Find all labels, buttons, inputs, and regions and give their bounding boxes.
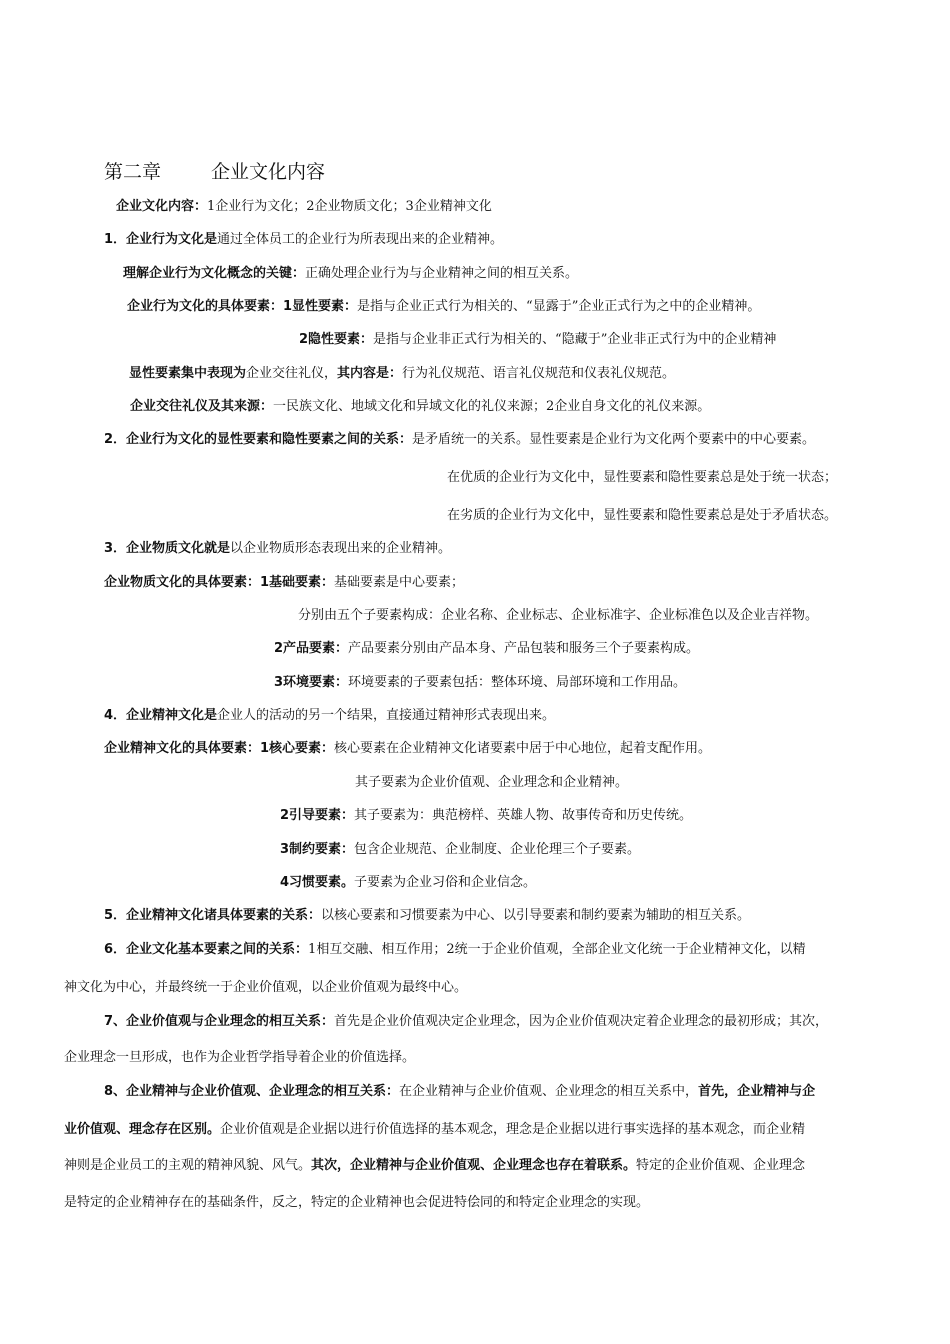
section-2-text: 是矛盾统一的关系。显性要素是企业行为文化两个要素中的中心要素。: [412, 432, 816, 447]
section-1-label: 1．企业行为文化是: [104, 232, 218, 247]
product-text: 产品要素分别由产品本身、产品包装和服务三个子要素构成。: [348, 641, 700, 656]
rule-text: 包含企业规范、企业制度、企业伦理三个子要素。: [354, 842, 641, 857]
base-label: 企业物质文化的具体要素：1基础要素：: [104, 575, 335, 590]
content-text: 行为礼仪规范、语言礼仪规范和仪表礼仪规范。: [402, 366, 676, 381]
section-8-emphasis-3: 其次，企业精神与企业价值观、企业理念也存在着联系。: [311, 1158, 637, 1173]
hidden-label: 2隐性要素：: [299, 332, 374, 347]
section-3-base: [104, 574, 464, 592]
section-6-text: 1相互交融、相互作用；2统一于企业价值观，全部企业文化统一于企业精神文化，以精: [308, 942, 806, 957]
rule-label: 3制约要素：: [280, 842, 355, 857]
base-text: 基础要素是中心要素；: [334, 575, 465, 590]
section-8: [104, 1083, 815, 1101]
section-8-emphasis-1: 首先，企业精神与企: [698, 1084, 816, 1099]
section-4-core: [104, 740, 711, 758]
product-label: 2产品要素：: [274, 641, 349, 656]
section-2-line2: 在优质的企业行为文化中，显性要素和隐性要素总是处于统一状态；: [447, 470, 838, 485]
habit-text: 子要素为企业习俗和企业信念。: [354, 875, 537, 890]
content-label: 其内容是：: [337, 366, 403, 381]
section-1-explicit: [127, 298, 760, 316]
section-4-core-line2: 其子要素为企业价值观、企业理念和企业精神。: [355, 775, 629, 790]
section-1-source: [130, 398, 710, 416]
section-4-label: 4．企业精神文化是: [104, 708, 218, 723]
section-6-line2: 神文化为中心，并最终统一于企业价值观，以企业价值观为最终中心。: [64, 980, 468, 995]
section-8-text: 在企业精神与企业价值观、企业理念的相互关系中，: [399, 1084, 699, 1099]
habit-label: 4习惯要素。: [280, 875, 355, 890]
section-2-line3: 在劣质的企业行为文化中，显性要素和隐性要素总是处于矛盾状态。: [447, 508, 838, 523]
section-7-line2: 企业理念一旦形成，也作为企业哲学指导着企业的价值选择。: [64, 1050, 416, 1065]
guide-text: 其子要素为：典范榜样、英雄人物、故事传奇和历史传统。: [354, 808, 693, 823]
section-3-label: 3．企业物质文化就是: [104, 541, 231, 556]
explicit-label: 企业行为文化的具体要素：1显性要素：: [127, 299, 358, 314]
chapter-number: 第二章: [104, 161, 162, 183]
environment-label: 3环境要素：: [274, 675, 349, 690]
section-3-definition: [104, 540, 451, 558]
focus-text: 企业交往礼仪，: [246, 366, 338, 381]
section-1-text: 通过全体员工的企业行为所表现出来的企业精神。: [217, 232, 504, 247]
section-4-guide: [280, 807, 692, 825]
section-3-product: [274, 640, 699, 658]
section-4-definition: [104, 707, 555, 725]
section-8-line2: [64, 1121, 805, 1139]
chapter-heading: [104, 160, 325, 184]
core-text: 核心要素在企业精神文化诸要素中居于中心地位，起着支配作用。: [334, 741, 712, 756]
section-6-label: 6．企业文化基本要素之间的关系：: [104, 942, 309, 957]
section-6: [104, 941, 806, 959]
section-1-focus: [129, 365, 675, 383]
source-text: 一民族文化、地域文化和异域文化的礼仪来源；2企业自身文化的礼仪来源。: [273, 399, 711, 414]
chapter-title: 企业文化内容: [211, 161, 326, 183]
section-7-label: 7、企业价值观与企业理念的相互关系：: [104, 1014, 335, 1029]
focus-label: 显性要素集中表现为: [129, 366, 247, 381]
core-label: 企业精神文化的具体要素：1核心要素：: [104, 741, 335, 756]
overview-label: 企业文化内容：: [116, 199, 208, 214]
guide-label: 2引导要素：: [280, 808, 355, 823]
section-8-line3-tail: 特定的企业价值观、企业理念: [636, 1158, 806, 1173]
section-8-label: 8、企业精神与企业价值观、企业理念的相互关系：: [104, 1084, 400, 1099]
section-1-key: [123, 265, 578, 283]
section-8-line4: 是特定的企业精神存在的基础条件，反之，特定的企业精神也会促进特侩同的和特定企业理念的实现。: [64, 1195, 650, 1210]
section-5-label: 5．企业精神文化诸具体要素的关系：: [104, 908, 322, 923]
section-4-text: 企业人的活动的另一个结果，直接通过精神形式表现出来。: [217, 708, 556, 723]
environment-text: 环境要素的子要素包括：整体环境、局部环境和工作用品。: [348, 675, 687, 690]
section-8-line2-text: 企业价值观是企业据以进行价值选择的基本观念，理念是企业据以进行事实选择的基本观念，而企业精: [220, 1122, 806, 1137]
section-4-habit: [280, 874, 536, 892]
section-5: [104, 907, 750, 925]
section-8-line3: [64, 1157, 805, 1175]
section-7: [104, 1013, 828, 1031]
section-3-base-line2: 分别由五个子要素构成：企业名称、企业标志、企业标准字、企业标准色以及企业吉祥物。: [298, 608, 819, 623]
section-7-text: 首先是企业价值观决定企业理念，因为企业价值观决定着企业理念的最初形成；其次，: [334, 1014, 829, 1029]
key-label: 理解企业行为文化概念的关键：: [123, 266, 306, 281]
section-8-line3-text: 神则是企业员工的主观的精神风貌、风气。: [64, 1158, 312, 1173]
section-1-hidden: [299, 331, 776, 349]
explicit-text: 是指与企业正式行为相关的、“显露于”企业正式行为之中的企业精神。: [357, 299, 761, 314]
section-1-definition: [104, 231, 503, 249]
overview-text: 1企业行为文化；2企业物质文化；3企业精神文化: [207, 199, 492, 214]
section-2-label: 2．企业行为文化的显性要素和隐性要素之间的关系：: [104, 432, 413, 447]
key-text: 正确处理企业行为与企业精神之间的相互关系。: [305, 266, 579, 281]
section-8-emphasis-2: 业价值观、理念存在区别。: [64, 1122, 221, 1137]
source-label: 企业交往礼仪及其来源：: [130, 399, 274, 414]
section-3-text: 以企业物质形态表现出来的企业精神。: [230, 541, 452, 556]
hidden-text: 是指与企业非正式行为相关的、“隐藏于”企业非正式行为中的企业精神: [373, 332, 777, 347]
overview-line: [116, 198, 492, 216]
section-4-rule: [280, 841, 640, 859]
section-5-text: 以核心要素和习惯要素为中心、以引导要素和制约要素为辅助的相互关系。: [321, 908, 751, 923]
section-3-environment: [274, 674, 686, 692]
section-2-relation: [104, 431, 815, 449]
